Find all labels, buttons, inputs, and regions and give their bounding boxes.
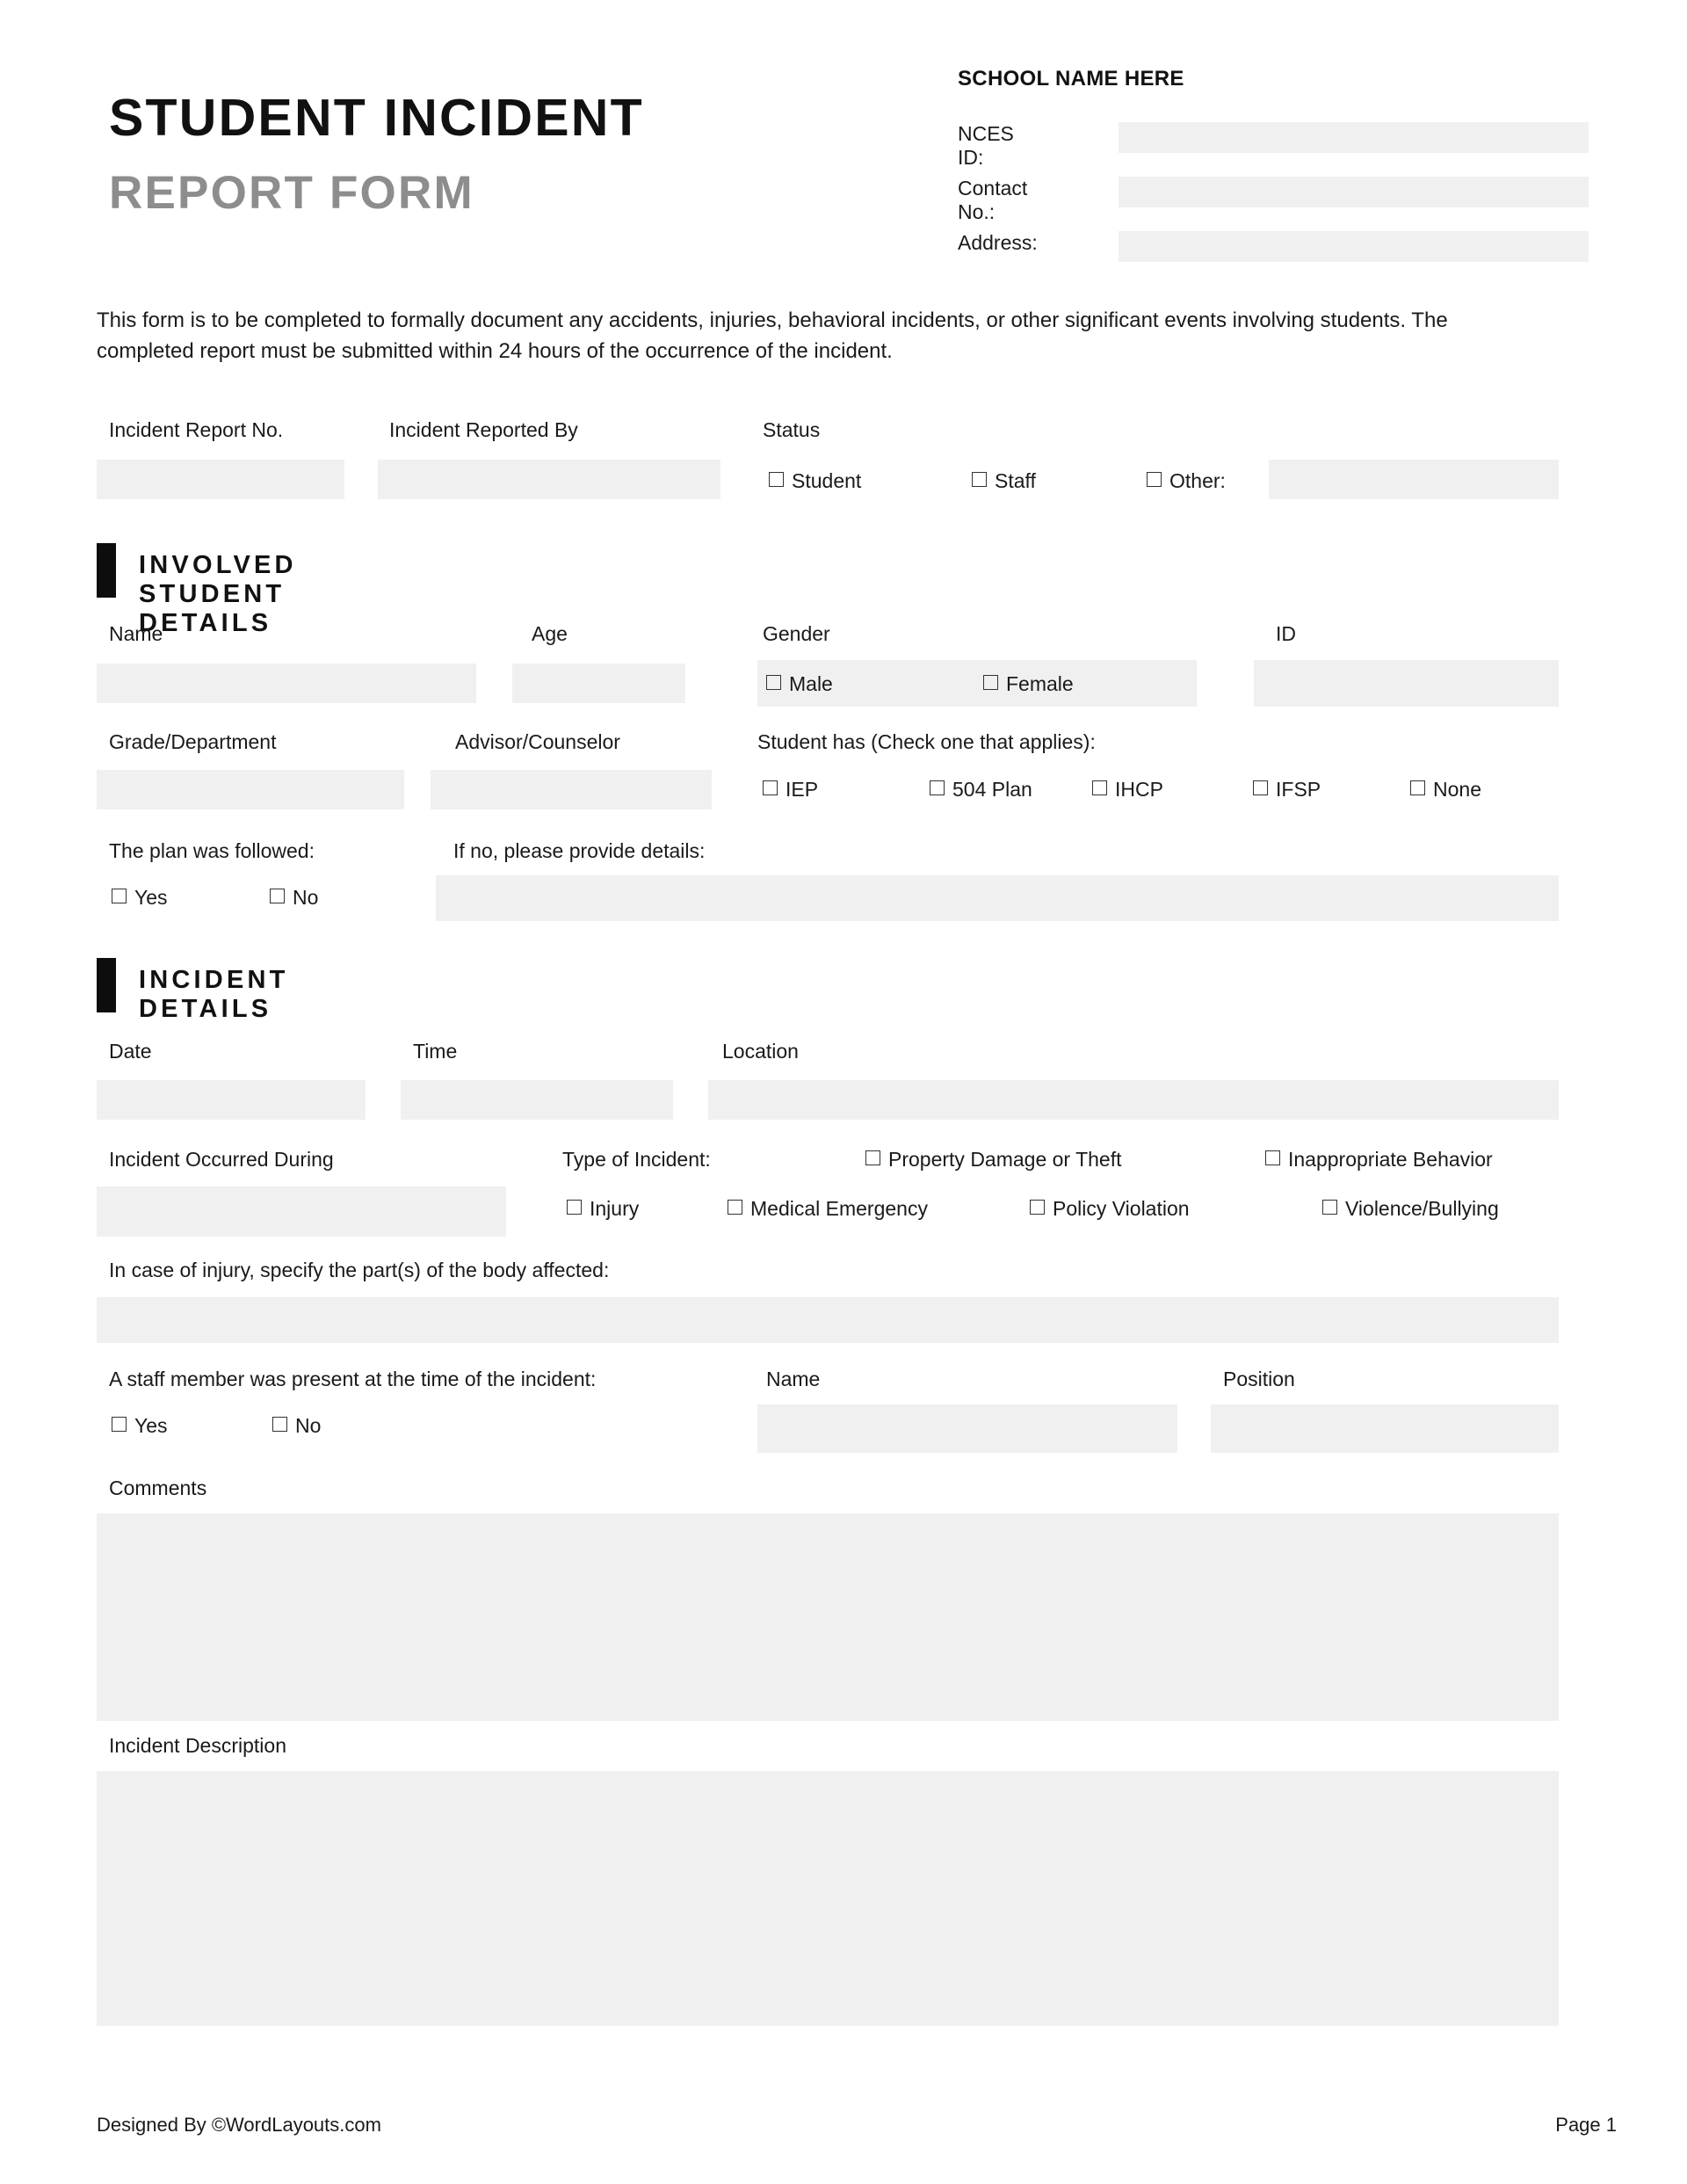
plan-checkbox-ihcp[interactable] xyxy=(1092,778,1163,802)
staff-present-label: A staff member was present at the time of the incident: xyxy=(109,1368,597,1390)
injury-body-part-label: In case of injury, specify the part(s) of the body affected: xyxy=(109,1259,610,1281)
student-id-label: ID xyxy=(1276,622,1296,645)
section-accent-bar xyxy=(97,958,116,1012)
incident-type-checkbox-medical-emergency[interactable] xyxy=(728,1197,928,1221)
incident-type-policy-violation-label: Policy Violation xyxy=(1053,1197,1190,1220)
page-title-line2: REPORT FORM xyxy=(109,167,474,219)
plan-followed-no-label: No xyxy=(293,886,319,909)
plan-504-label: 504 Plan xyxy=(952,778,1032,801)
checkbox-square xyxy=(1092,780,1107,795)
staff-name-input[interactable] xyxy=(757,1404,1177,1453)
student-age-label: Age xyxy=(532,622,568,645)
student-grade-input[interactable] xyxy=(97,770,404,809)
checkbox-square xyxy=(728,1200,742,1215)
incident-type-violence-bullying-label: Violence/Bullying xyxy=(1345,1197,1499,1220)
checkbox-square xyxy=(272,1417,287,1432)
gender-male-label: Male xyxy=(789,672,833,695)
checkbox-square xyxy=(112,1417,127,1432)
plan-iep-label: IEP xyxy=(786,778,819,801)
plan-if-no-input[interactable] xyxy=(436,875,1559,921)
plan-checkbox-ifsp[interactable] xyxy=(1253,778,1321,802)
checkbox-square xyxy=(865,1150,880,1165)
plan-checkbox-iep[interactable] xyxy=(763,778,818,802)
section-title: INVOLVED STUDENT DETAILS xyxy=(139,551,297,637)
incident-report-no-input[interactable] xyxy=(97,460,344,499)
student-id-input[interactable] xyxy=(1254,660,1559,707)
incident-date-label: Date xyxy=(109,1040,152,1063)
incident-type-property-damage-label: Property Damage or Theft xyxy=(888,1148,1122,1171)
student-age-input[interactable] xyxy=(512,664,685,703)
checkbox-square xyxy=(1322,1200,1337,1215)
incident-reported-by-input[interactable] xyxy=(378,460,720,499)
status-student-label: Student xyxy=(792,469,862,492)
status-other-label: Other: xyxy=(1169,469,1226,492)
staff-name-label: Name xyxy=(766,1368,821,1390)
plan-followed-checkbox-yes[interactable] xyxy=(112,886,168,910)
plan-none-label: None xyxy=(1433,778,1481,801)
checkbox-square xyxy=(1147,472,1162,487)
footer-designed-by: Designed By ©WordLayouts.com xyxy=(97,2114,381,2136)
incident-reported-by-label: Incident Reported By xyxy=(389,418,578,441)
comments-label: Comments xyxy=(109,1477,207,1499)
checkbox-square xyxy=(112,889,127,903)
status-checkbox-student[interactable] xyxy=(769,469,861,493)
nces-id-input[interactable] xyxy=(1119,122,1589,153)
incident-location-label: Location xyxy=(722,1040,799,1063)
footer-page-number: Page 1 xyxy=(1555,2114,1617,2136)
status-staff-label: Staff xyxy=(995,469,1036,492)
incident-type-label: Type of Incident: xyxy=(562,1148,711,1171)
incident-type-checkbox-injury[interactable] xyxy=(567,1197,639,1221)
nces-id-label: NCES ID: xyxy=(958,122,1014,169)
intro-paragraph: This form is to be completed to formally document any accidents, injuries, behavioral incidents, or other significant events involving students. The completed report must be submitted within 24 hours of the occurrence of the incident. xyxy=(97,308,1448,363)
status-checkbox-staff[interactable] xyxy=(972,469,1036,493)
incident-description-label: Incident Description xyxy=(109,1734,286,1757)
student-name-label: Name xyxy=(109,622,163,645)
plan-checkbox-none[interactable] xyxy=(1410,778,1481,802)
checkbox-square xyxy=(1265,1150,1280,1165)
checkbox-square xyxy=(766,675,781,690)
checkbox-square xyxy=(763,780,778,795)
student-advisor-label: Advisor/Counselor xyxy=(455,730,620,753)
staff-position-input[interactable] xyxy=(1211,1404,1559,1453)
contact-no-input[interactable] xyxy=(1119,177,1589,207)
incident-type-checkbox-inappropriate-behavior[interactable] xyxy=(1265,1148,1493,1172)
plan-checkbox-504[interactable] xyxy=(930,778,1032,802)
student-grade-label: Grade/Department xyxy=(109,730,277,753)
student-name-input[interactable] xyxy=(97,664,476,703)
incident-report-no-label: Incident Report No. xyxy=(109,418,284,441)
school-name: SCHOOL NAME HERE xyxy=(958,67,1184,91)
incident-location-input[interactable] xyxy=(708,1080,1559,1120)
checkbox-square xyxy=(930,780,945,795)
address-input[interactable] xyxy=(1119,231,1589,262)
checkbox-square xyxy=(1030,1200,1045,1215)
section-accent-bar xyxy=(97,543,116,598)
student-plan-label: Student has (Check one that applies): xyxy=(757,730,1096,753)
student-advisor-input[interactable] xyxy=(431,770,712,809)
checkbox-square xyxy=(1253,780,1268,795)
checkbox-square xyxy=(972,472,987,487)
plan-ifsp-label: IFSP xyxy=(1276,778,1321,801)
staff-present-checkbox-yes[interactable] xyxy=(112,1414,168,1438)
address-label: Address: xyxy=(958,231,1038,254)
injury-body-part-input[interactable] xyxy=(97,1297,1559,1343)
section-title: INCIDENT DETAILS xyxy=(139,966,289,1023)
incident-description-textarea[interactable] xyxy=(97,1771,1559,2026)
staff-present-checkbox-no[interactable] xyxy=(272,1414,321,1438)
incident-time-label: Time xyxy=(413,1040,458,1063)
gender-female-label: Female xyxy=(1006,672,1074,695)
student-gender-label: Gender xyxy=(763,622,830,645)
plan-if-no-label: If no, please provide details: xyxy=(453,839,706,862)
plan-followed-yes-label: Yes xyxy=(134,886,168,909)
staff-present-no-label: No xyxy=(295,1414,322,1437)
comments-textarea[interactable] xyxy=(97,1513,1559,1721)
gender-checkbox-male[interactable] xyxy=(766,672,833,696)
gender-checkbox-female[interactable] xyxy=(983,672,1074,696)
incident-type-inappropriate-behavior-label: Inappropriate Behavior xyxy=(1288,1148,1493,1171)
plan-followed-label: The plan was followed: xyxy=(109,839,315,862)
status-other-input[interactable] xyxy=(1269,460,1559,499)
document-header xyxy=(0,0,1687,290)
incident-type-injury-label: Injury xyxy=(590,1197,640,1220)
contact-no-label: Contact No.: xyxy=(958,177,1028,223)
incident-time-input[interactable] xyxy=(401,1080,673,1120)
checkbox-square xyxy=(270,889,285,903)
staff-position-label: Position xyxy=(1223,1368,1295,1390)
plan-followed-checkbox-no[interactable] xyxy=(270,886,318,910)
plan-ihcp-label: IHCP xyxy=(1115,778,1163,801)
checkbox-square xyxy=(769,472,784,487)
status-checkbox-other[interactable] xyxy=(1147,469,1226,493)
incident-occurred-during-label: Incident Occurred During xyxy=(109,1148,334,1171)
incident-type-checkbox-property-damage[interactable] xyxy=(865,1148,1121,1172)
status-label: Status xyxy=(763,418,821,441)
checkbox-square xyxy=(983,675,998,690)
staff-present-yes-label: Yes xyxy=(134,1414,168,1437)
incident-type-medical-emergency-label: Medical Emergency xyxy=(750,1197,928,1220)
incident-type-checkbox-violence-bullying[interactable] xyxy=(1322,1197,1499,1221)
checkbox-square xyxy=(1410,780,1425,795)
checkbox-square xyxy=(567,1200,582,1215)
incident-type-checkbox-policy-violation[interactable] xyxy=(1030,1197,1190,1221)
incident-occurred-during-input[interactable] xyxy=(97,1186,506,1237)
page-title-line1: STUDENT INCIDENT xyxy=(109,89,644,147)
incident-date-input[interactable] xyxy=(97,1080,366,1120)
